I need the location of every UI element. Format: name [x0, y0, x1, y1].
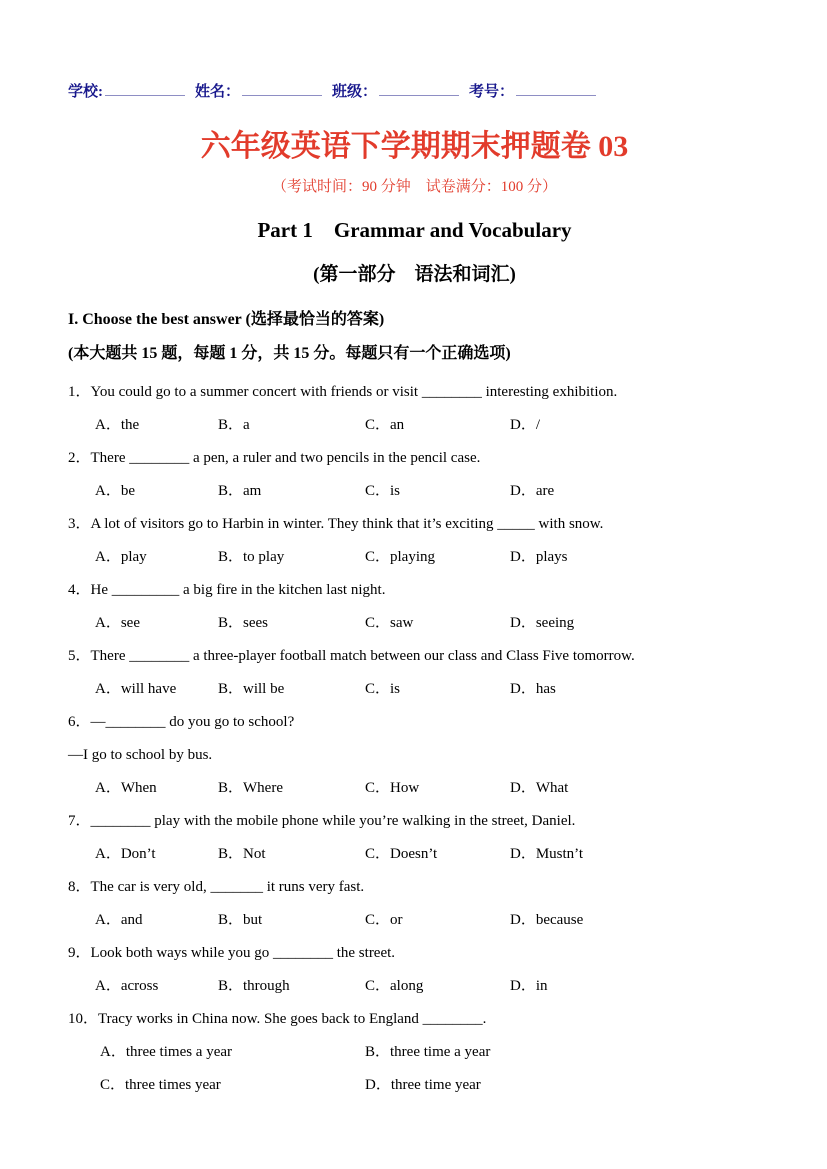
question-8-options — [68, 910, 761, 930]
question-8-stem: 8．The car is very old, _______ it runs very fast. — [68, 879, 365, 895]
question-1-option-A: A．the — [95, 417, 140, 433]
exam-no-blank — [516, 82, 596, 96]
question-10-option-B: B．three time a year — [365, 1044, 491, 1060]
question-2-option-C: C．is — [365, 483, 401, 499]
question-5-option-B: B．will be — [218, 681, 285, 697]
question-4-stem: 4．He _________ a big fire in the kitchen last night. — [68, 582, 386, 598]
question-9-option-D: D．in — [510, 978, 548, 994]
question-4-options — [68, 613, 761, 633]
question-4 — [68, 580, 761, 633]
question-4-option-A: A．see — [95, 615, 140, 631]
section-heading: I. Choose the best answer (选择最恰当的答案) — [68, 311, 385, 328]
question-9-option-A: A．across — [95, 978, 159, 994]
school-blank — [105, 82, 185, 96]
question-8-option-C: C．or — [365, 912, 403, 928]
question-2-option-B: B．am — [218, 483, 262, 499]
question-8-option-D: D．because — [510, 912, 584, 928]
question-2-stem: 2．There ________ a pen, a ruler and two pencils in the pencil case. — [68, 450, 481, 466]
question-6-option-A: A．When — [95, 780, 157, 796]
question-10-option-D: D．three time year — [365, 1077, 481, 1093]
question-6-options — [68, 778, 761, 798]
question-7-stem: 7．________ play with the mobile phone while you’re walking in the street, Daniel. — [68, 813, 576, 829]
question-1-options — [68, 415, 761, 435]
question-10-option-C: C．three times year — [100, 1077, 221, 1093]
question-1-option-C: C．an — [365, 417, 405, 433]
question-6-option-C: C．How — [365, 780, 420, 796]
question-10-option-A: A．three times a year — [100, 1044, 233, 1060]
question-3 — [68, 514, 761, 567]
part1-heading-en: Part 1 Grammar and Vocabulary — [257, 218, 572, 242]
question-10 — [68, 1009, 761, 1095]
question-5-options — [68, 679, 761, 699]
question-9 — [68, 943, 761, 996]
question-2-option-D: D．are — [510, 483, 555, 499]
question-3-option-C: C．playing — [365, 549, 435, 565]
question-10-options — [68, 1042, 761, 1095]
question-3-option-D: D．plays — [510, 549, 568, 565]
question-7 — [68, 811, 761, 864]
question-7-options — [68, 844, 761, 864]
question-4-option-B: B．sees — [218, 615, 268, 631]
question-1 — [68, 382, 761, 435]
name-blank — [242, 82, 322, 96]
exam-meta: （考试时间：90 分钟 试卷满分：100 分） — [271, 179, 557, 195]
section-note: (本大题共 15 题，每题 1 分，共 15 分。每题只有一个正确选项) — [68, 345, 511, 362]
question-5-option-C: C．is — [365, 681, 401, 697]
part1-heading-zh: (第一部分 语法和词汇) — [313, 264, 516, 285]
name-label: 姓名： — [195, 84, 241, 100]
class-blank — [379, 82, 459, 96]
question-3-option-A: A．play — [95, 549, 147, 565]
exam-no-label: 考号： — [469, 84, 515, 100]
question-8-option-B: B．but — [218, 912, 263, 928]
question-5-option-D: D．has — [510, 681, 556, 697]
question-9-options — [68, 976, 761, 996]
question-10-stem: 10．Tracy works in China now. She goes back to England ________. — [68, 1011, 487, 1027]
question-2-option-A: A．be — [95, 483, 135, 499]
question-2-options — [68, 481, 761, 501]
question-2 — [68, 448, 761, 501]
student-info-line — [68, 80, 761, 101]
question-6-option-D: D．What — [510, 780, 569, 796]
question-6-stem-2: —I go to school by bus. — [68, 747, 213, 763]
question-4-option-D: D．seeing — [510, 615, 575, 631]
question-1-stem: 1．You could go to a summer concert with friends or visit ________ interesting exhibition. — [68, 384, 618, 400]
questions — [68, 382, 761, 1095]
question-7-option-D: D．Mustn’t — [510, 846, 584, 862]
question-6-stem: 6．—________ do you go to school? — [68, 714, 295, 730]
question-9-option-B: B．through — [218, 978, 290, 994]
question-1-option-D: D．/ — [510, 417, 541, 433]
question-3-option-B: B．to play — [218, 549, 285, 565]
class-label: 班级： — [332, 84, 378, 100]
question-4-option-C: C．saw — [365, 615, 414, 631]
question-7-option-B: B．Not — [218, 846, 266, 862]
question-7-option-A: A．Don’t — [95, 846, 156, 862]
question-6 — [68, 712, 761, 798]
exam-title: 六年级英语下学期期末押题卷 03 — [200, 130, 629, 163]
question-5 — [68, 646, 761, 699]
question-3-stem: 3．A lot of visitors go to Harbin in winter. They think that it’s exciting _____ with snow. — [68, 516, 604, 532]
question-9-option-C: C．along — [365, 978, 424, 994]
question-1-option-B: B．a — [218, 417, 250, 433]
question-6-option-B: B．Where — [218, 780, 283, 796]
question-5-option-A: A．will have — [95, 681, 177, 697]
question-8-option-A: A．and — [95, 912, 143, 928]
question-3-options — [68, 547, 761, 567]
question-5-stem: 5．There ________ a three-player football match between our class and Class Five tomorrow. — [68, 648, 635, 664]
question-7-option-C: C．Doesn’t — [365, 846, 438, 862]
question-8 — [68, 877, 761, 930]
school-label: 学校: — [68, 84, 103, 100]
question-9-stem: 9．Look both ways while you go ________ the street. — [68, 945, 396, 961]
